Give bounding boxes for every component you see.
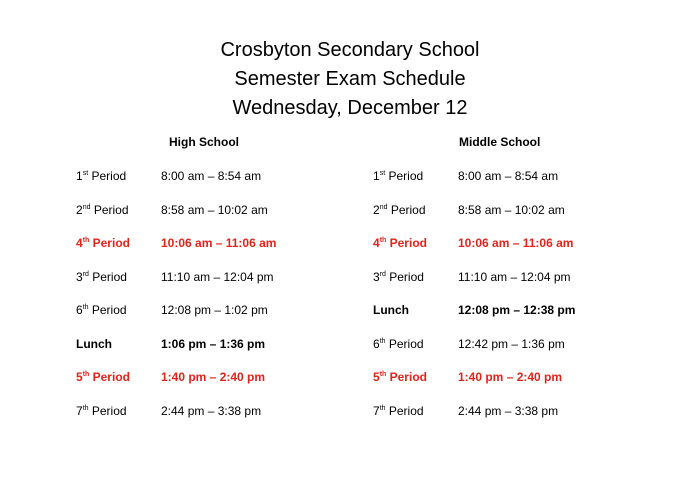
- period-word: Period: [386, 236, 427, 250]
- period-number: 1: [76, 169, 83, 183]
- period-word: Period: [386, 370, 427, 384]
- period-number: 7: [373, 403, 380, 418]
- period-word: Period: [88, 269, 127, 284]
- period-word: Period: [387, 202, 426, 217]
- time-range: 10:06 am – 11:06 am: [161, 236, 277, 250]
- period-number: 6: [76, 303, 83, 317]
- period-number: Lunch: [373, 303, 409, 317]
- ordinal-suffix: th: [82, 404, 89, 412]
- period-label: [373, 369, 427, 385]
- period-number: 3: [76, 269, 83, 284]
- time-range: 2:44 pm – 3:38 pm: [458, 403, 559, 418]
- period-label: [76, 302, 127, 318]
- time-range: 8:00 am – 8:54 am: [161, 169, 262, 183]
- period-word: Period: [385, 269, 424, 284]
- exam-date: Wednesday, December 12: [232, 97, 468, 119]
- ordinal-suffix: th: [379, 337, 386, 345]
- period-label: [373, 269, 424, 285]
- ordinal-suffix: th: [82, 304, 89, 311]
- time-range: 1:06 pm – 1:36 pm: [161, 336, 266, 351]
- period-label: [76, 269, 127, 285]
- time-range: 11:10 am – 12:04 pm: [161, 269, 274, 284]
- ordinal-suffix: rd: [379, 270, 386, 278]
- period-number: 2: [76, 202, 83, 217]
- period-number: Lunch: [76, 336, 112, 351]
- period-word: Period: [89, 236, 130, 250]
- period-number: 2: [373, 202, 380, 217]
- period-label: [76, 168, 126, 184]
- period-word: Period: [385, 169, 424, 183]
- schedule-title: Semester Exam Schedule: [234, 68, 466, 90]
- period-label: [76, 403, 127, 419]
- time-range: 2:44 pm – 3:38 pm: [161, 403, 262, 418]
- period-word: Period: [385, 403, 424, 418]
- time-range: 12:08 pm – 12:38 pm: [458, 303, 576, 317]
- period-number: 5: [76, 370, 83, 384]
- period-number: 7: [76, 403, 83, 418]
- time-range: 1:40 pm – 2:40 pm: [458, 370, 563, 384]
- ordinal-suffix: th: [379, 237, 387, 244]
- high-school-header: High School: [169, 135, 239, 149]
- ordinal-suffix: st: [379, 170, 386, 177]
- ordinal-suffix: th: [379, 371, 387, 378]
- time-range: 11:10 am – 12:04 pm: [458, 269, 571, 284]
- period-label: [373, 336, 424, 352]
- period-word: Period: [385, 336, 424, 351]
- period-number: 5: [373, 370, 380, 384]
- period-word: Period: [89, 370, 130, 384]
- period-label: [76, 202, 129, 218]
- ordinal-suffix: th: [379, 404, 386, 412]
- period-word: Period: [88, 169, 127, 183]
- period-number: 4: [373, 236, 380, 250]
- period-word: Period: [88, 303, 127, 317]
- ordinal-suffix: st: [82, 170, 89, 177]
- period-label: [373, 168, 423, 184]
- period-label: [373, 302, 409, 318]
- time-range: 12:08 pm – 1:02 pm: [161, 303, 268, 317]
- period-number: 3: [373, 269, 380, 284]
- period-number: 6: [373, 336, 380, 351]
- time-range: 12:42 pm – 1:36 pm: [458, 336, 565, 351]
- period-label: [76, 336, 112, 352]
- period-label: [373, 202, 426, 218]
- time-range: 8:58 am – 10:02 am: [161, 202, 268, 217]
- time-range: 10:06 am – 11:06 am: [458, 236, 574, 250]
- period-word: Period: [88, 403, 127, 418]
- ordinal-suffix: th: [82, 371, 90, 378]
- middle-school-header: Middle School: [459, 135, 541, 149]
- time-range: 8:00 am – 8:54 am: [458, 169, 559, 183]
- period-label: [76, 369, 130, 385]
- ordinal-suffix: nd: [379, 203, 388, 211]
- period-word: Period: [90, 202, 129, 217]
- ordinal-suffix: rd: [82, 270, 89, 278]
- ordinal-suffix: th: [82, 237, 90, 244]
- school-name: Crosbyton Secondary School: [220, 39, 480, 61]
- period-number: 1: [373, 169, 380, 183]
- period-number: 4: [76, 236, 83, 250]
- period-label: [373, 235, 427, 251]
- time-range: 1:40 pm – 2:40 pm: [161, 370, 266, 384]
- period-label: [76, 235, 130, 251]
- ordinal-suffix: nd: [82, 203, 91, 211]
- document-title-block: [0, 36, 700, 123]
- period-label: [373, 403, 424, 419]
- time-range: 8:58 am – 10:02 am: [458, 202, 565, 217]
